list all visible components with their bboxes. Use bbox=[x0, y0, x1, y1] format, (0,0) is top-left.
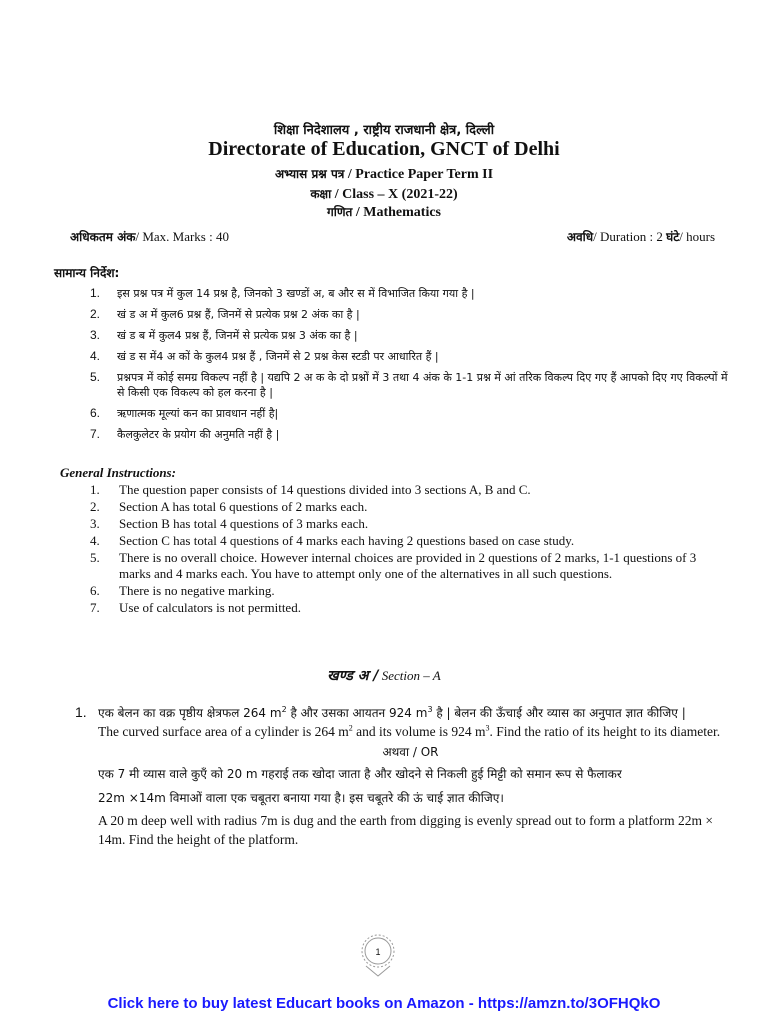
question-text-hi: एक बेलन का वक्र पृष्ठीय क्षेत्रफल 264 $m^2$ है और उसका आयतन 924 $m^3$ है | बेलन की ऊँचाई और व्यास का अनुपात ज्ञात कीजिए | bbox=[98, 705, 686, 720]
alternative-text-en: A 20 m deep well with radius 7m is dug and the earth from digging is evenly spread out to form a platform 22m × 14m. Find the height of the platform. bbox=[98, 813, 713, 847]
paper-type-en: / Practice Paper Term II bbox=[344, 167, 494, 182]
list-item: 6. ऋणात्मक मूल्यां कन का प्रावधान नहीं है| bbox=[90, 406, 279, 420]
paper-type-line bbox=[0, 165, 768, 183]
list-item: 3. Section B has total 4 questions of 3 marks each. bbox=[90, 516, 369, 531]
list-item: 1. The question paper consists of 14 questions divided into 3 sections A, B and C. bbox=[90, 482, 531, 497]
page-number-badge bbox=[354, 932, 402, 980]
list-item: 7. कैलकुलेटर के प्रयोग की अनुमति नहीं है | bbox=[90, 427, 280, 441]
list-item: 2. Section A has total 6 questions of 2 marks each. bbox=[90, 499, 368, 514]
marks-duration-row bbox=[70, 228, 715, 245]
subject-hi: गणित bbox=[326, 205, 353, 219]
duration bbox=[567, 228, 715, 245]
class-en: / Class – X (2021-22) bbox=[331, 187, 458, 202]
class-line bbox=[0, 185, 768, 203]
section-heading-hi: खण्ड अ / bbox=[327, 668, 379, 684]
alternative-text-hi-2: 22m ×14m विमाओं वाला एक चबूतरा बनाया गया है। इस चबूतरे की ऊं चाई ज्ञात कीजिए। bbox=[98, 791, 504, 805]
list-item: 6. There is no negative marking. bbox=[90, 583, 275, 598]
section-heading-en: Section – A bbox=[378, 668, 441, 683]
subject-line bbox=[0, 203, 768, 221]
question-body bbox=[98, 704, 723, 849]
general-instructions-list bbox=[90, 482, 710, 617]
promo-link[interactable]: Click here to buy latest Educart books on Amazon - https://amzn.to/3OFHQkO bbox=[107, 995, 661, 1012]
class-hi: कक्षा bbox=[310, 187, 332, 201]
page-number: 1 bbox=[375, 947, 381, 957]
hours-en: / hours bbox=[679, 229, 715, 244]
list-item: 4. Section C has total 4 questions of 4 marks each having 2 questions based on case study. bbox=[90, 533, 575, 548]
hours-hi: घंटे bbox=[666, 230, 680, 244]
page-title: Directorate of Education, GNCT of Delhi bbox=[208, 138, 560, 160]
general-instructions-hi-list bbox=[90, 286, 730, 448]
list-item: 5. प्रश्नपत्र में कोई समग्र विकल्प नहीं है | यद्यपि 2 अ क के दो प्रश्नों में 3 तथा 4 अंक के 1-1 प्रश्न में आं तरिक विकल्प दिए गए हैं आपको दिए गए विकल्पों में से किसी एक विकल्प को हल करना है | bbox=[90, 370, 728, 399]
list-item: 1. इस प्रश्न पत्र में कुल 14 प्रश्न है, जिनको 3 खण्डों अ, ब और स में विभाजित किया गया है | bbox=[90, 286, 475, 300]
alternative-text-hi-1: एक 7 मी व्यास वाले कुएँ को 20 m गहराई तक खोदा जाता है और खोदने से निकली हुई मिट्टी को समान रूप से फैलाकर bbox=[98, 767, 622, 781]
header-hindi-title: शिक्षा निदेशालय , राष्ट्रीय राजधानी क्षेत्र, दिल्ली bbox=[273, 123, 495, 138]
duration-en: / Duration : 2 bbox=[593, 229, 667, 244]
duration-hi: अवधि bbox=[566, 230, 594, 244]
list-item: 2. खं ड अ में कुल6 प्रश्न हैं, जिनमें से प्रत्येक प्रश्न 2 अंक का है | bbox=[90, 307, 360, 321]
section-heading bbox=[0, 666, 768, 685]
list-item: 5. There is no overall choice. However internal choices are provided in 2 questions of 2 marks, 1-1 questions of 3 marks and 4 marks each. You have to attempt only one of the alternatives in all such questions. bbox=[90, 550, 697, 581]
general-instructions-hi-heading: सामान्य निर्देश: bbox=[54, 266, 120, 280]
or-separator: अथवा / OR bbox=[382, 745, 439, 759]
paper-type-hi: अभ्यास प्रश्न पत्र bbox=[274, 167, 345, 181]
question-number: 1. bbox=[75, 704, 87, 720]
list-item: 4. खं ड स में4 अ कों के कुल4 प्रश्न हैं , जिनमें से 2 प्रश्न केस स्टडी पर आधारित हैं | bbox=[90, 349, 439, 363]
max-marks-hi: अधिकतम अंक bbox=[70, 230, 136, 244]
list-item: 3. खं ड ब में कुल4 प्रश्न हैं, जिनमें से प्रत्येक प्रश्न 3 अंक का है | bbox=[90, 328, 358, 342]
general-instructions-heading: General Instructions: bbox=[60, 465, 176, 480]
list-item: 7. Use of calculators is not permitted. bbox=[90, 600, 301, 615]
subject-en: / Mathematics bbox=[352, 205, 442, 220]
question-text-en: The curved surface area of a cylinder is 264 $m^2$ and its volume is 924 $m^3$. Find the ratio of its height to its diameter. bbox=[98, 723, 721, 739]
max-marks-en: / Max. Marks : 40 bbox=[135, 229, 229, 244]
